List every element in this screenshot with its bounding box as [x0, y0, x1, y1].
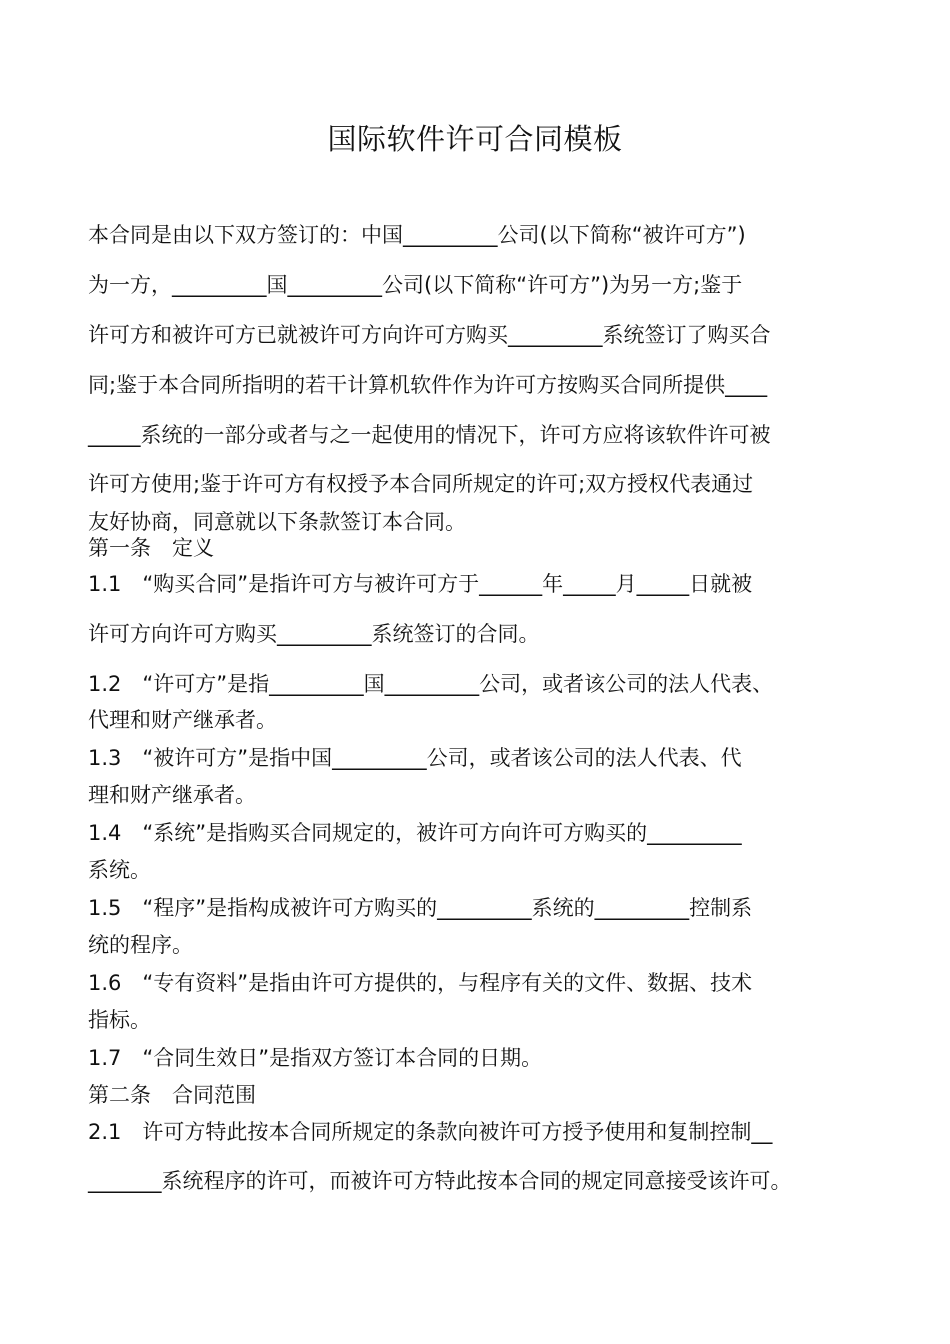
- clause-line: 1.6 “专有资料”是指由许可方提供的，与程序有关的文件、数据、技术: [88, 971, 753, 995]
- document-title: 国际软件许可合同模板: [327, 122, 623, 156]
- clause-line: 统的程序。: [88, 933, 193, 957]
- clause-line: 1.7 “合同生效日”是指双方签订本合同的日期。: [88, 1046, 543, 1070]
- section-heading: 第一条 定义: [88, 536, 214, 560]
- clause-line: 代理和财产继承者。: [88, 708, 277, 732]
- clause-line: 许可方向许可方购买_________系统签订的合同。: [88, 622, 540, 646]
- clause-line: 1.5 “程序”是指构成被许可方购买的_________系统的_________控制系: [88, 896, 753, 920]
- clause-line: 2.1 许可方特此按本合同所规定的条款向被许可方授予使用和复制控制__: [88, 1120, 773, 1144]
- clause-line: 1.2 “许可方”是指_________国_________公司，或者该公司的法人代表、: [88, 672, 774, 696]
- paragraph-line: 许可方和被许可方已就被许可方向许可方购买_________系统签订了购买合: [88, 323, 771, 347]
- clause-line: 系统。: [88, 858, 151, 882]
- paragraph-line: 同;鉴于本合同所指明的若干计算机软件作为许可方按购买合同所提供____: [88, 373, 768, 397]
- section-heading: 第二条 合同范围: [88, 1083, 256, 1107]
- clause-line: 理和财产继承者。: [88, 783, 256, 807]
- clause-line: 指标。: [88, 1008, 151, 1032]
- clause-line: 1.4 “系统”是指购买合同规定的，被许可方向许可方购买的_________: [88, 821, 742, 845]
- paragraph-line: 为一方，_________国_________公司(以下简称“许可方”)为另一方;鉴于: [88, 273, 743, 297]
- paragraph-line: _____系统的一部分或者与之一起使用的情况下，许可方应将该软件许可被: [88, 423, 771, 447]
- paragraph-line: 本合同是由以下双方签订的：中国_________公司(以下简称“被许可方”): [88, 223, 746, 247]
- paragraph-line: 友好协商，同意就以下条款签订本合同。: [88, 510, 466, 534]
- clause-line: 1.1 “购买合同”是指许可方与被许可方于______年_____月_____日就被: [88, 572, 753, 596]
- clause-line: 1.3 “被许可方”是指中国_________公司，或者该公司的法人代表、代: [88, 746, 742, 770]
- paragraph-line: 许可方使用;鉴于许可方有权授予本合同所规定的许可;双方授权代表通过: [88, 472, 754, 496]
- clause-line: _______系统程序的许可，而被许可方特此按本合同的规定同意接受该许可。: [88, 1169, 792, 1193]
